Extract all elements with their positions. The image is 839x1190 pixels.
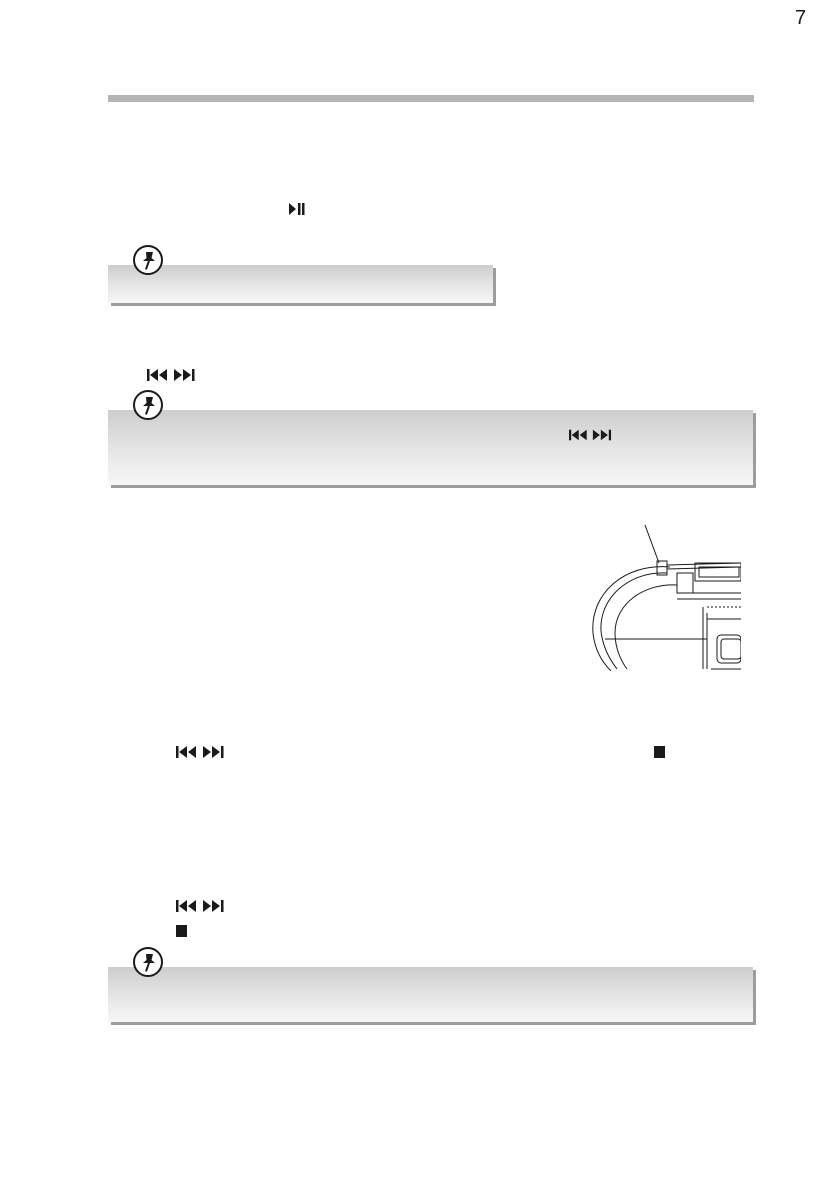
play-pause-icon — [289, 202, 305, 216]
note-box — [108, 265, 493, 303]
pushpin-note-icon — [133, 245, 163, 275]
device-illustration — [585, 523, 741, 671]
skip-back-forward-icon — [176, 900, 228, 912]
stop-icon — [654, 746, 665, 758]
pushpin-note-icon — [133, 390, 163, 420]
page-number: 7 — [795, 7, 807, 29]
header-rule — [108, 95, 754, 102]
stop-icon — [176, 925, 187, 937]
note-box — [108, 967, 753, 1022]
pushpin-note-icon — [133, 947, 163, 977]
skip-back-forward-icon — [147, 369, 199, 381]
skip-back-forward-icon — [176, 746, 228, 758]
note-box — [108, 410, 753, 485]
skip-back-forward-icon — [569, 429, 615, 441]
